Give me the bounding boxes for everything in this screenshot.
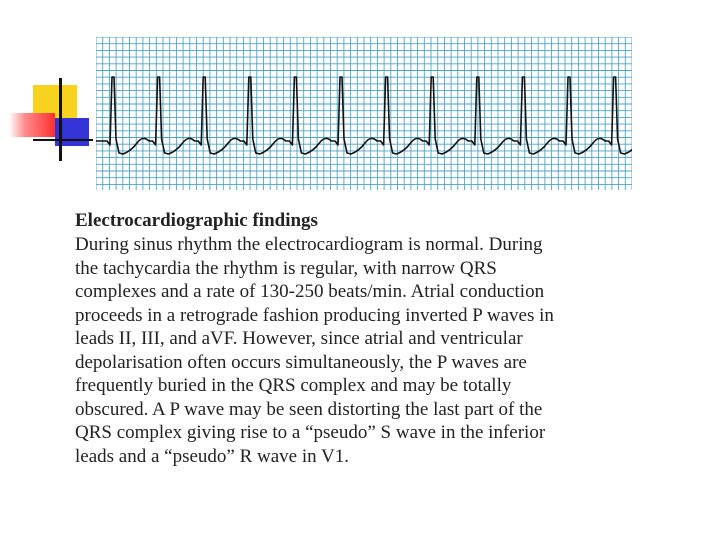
findings-paragraph (75, 233, 700, 468)
paragraph-line: complexes and a rate of 130-250 beats/min. Atrial conduction (75, 281, 545, 302)
findings-text (75, 209, 700, 468)
paragraph-line: proceeds in a retrograde fashion producing inverted P waves in (75, 304, 554, 326)
paragraph-line: the tachycardia the rhythm is regular, with narrow QRS (75, 257, 497, 279)
ecg-rhythm-strip (96, 37, 632, 190)
paragraph-line: leads II, III, and aVF. However, since atrial and ventricular (75, 328, 523, 349)
paragraph-line: frequently buried in the QRS complex and may be totally (75, 375, 512, 396)
section-heading: Electrocardiographic findings (75, 210, 318, 231)
ecg-grid (96, 37, 632, 190)
paragraph-line: obscured. A P wave may be seen distorting the last part of the (75, 398, 543, 420)
paragraph-line: depolarisation often occurs simultaneously, the P waves are (75, 351, 527, 373)
decorative-logo (0, 0, 100, 170)
logo-vertical-line (59, 78, 62, 161)
paragraph-line: leads and a “pseudo” R wave in V1. (75, 445, 350, 467)
ecg-image (96, 37, 632, 190)
red-square (9, 113, 55, 137)
logo-horizontal-line (33, 139, 93, 141)
paragraph-line: QRS complex giving rise to a “pseudo” S wave in the inferior (75, 422, 546, 443)
paragraph-line: During sinus rhythm the electrocardiogram is normal. During (75, 234, 543, 255)
